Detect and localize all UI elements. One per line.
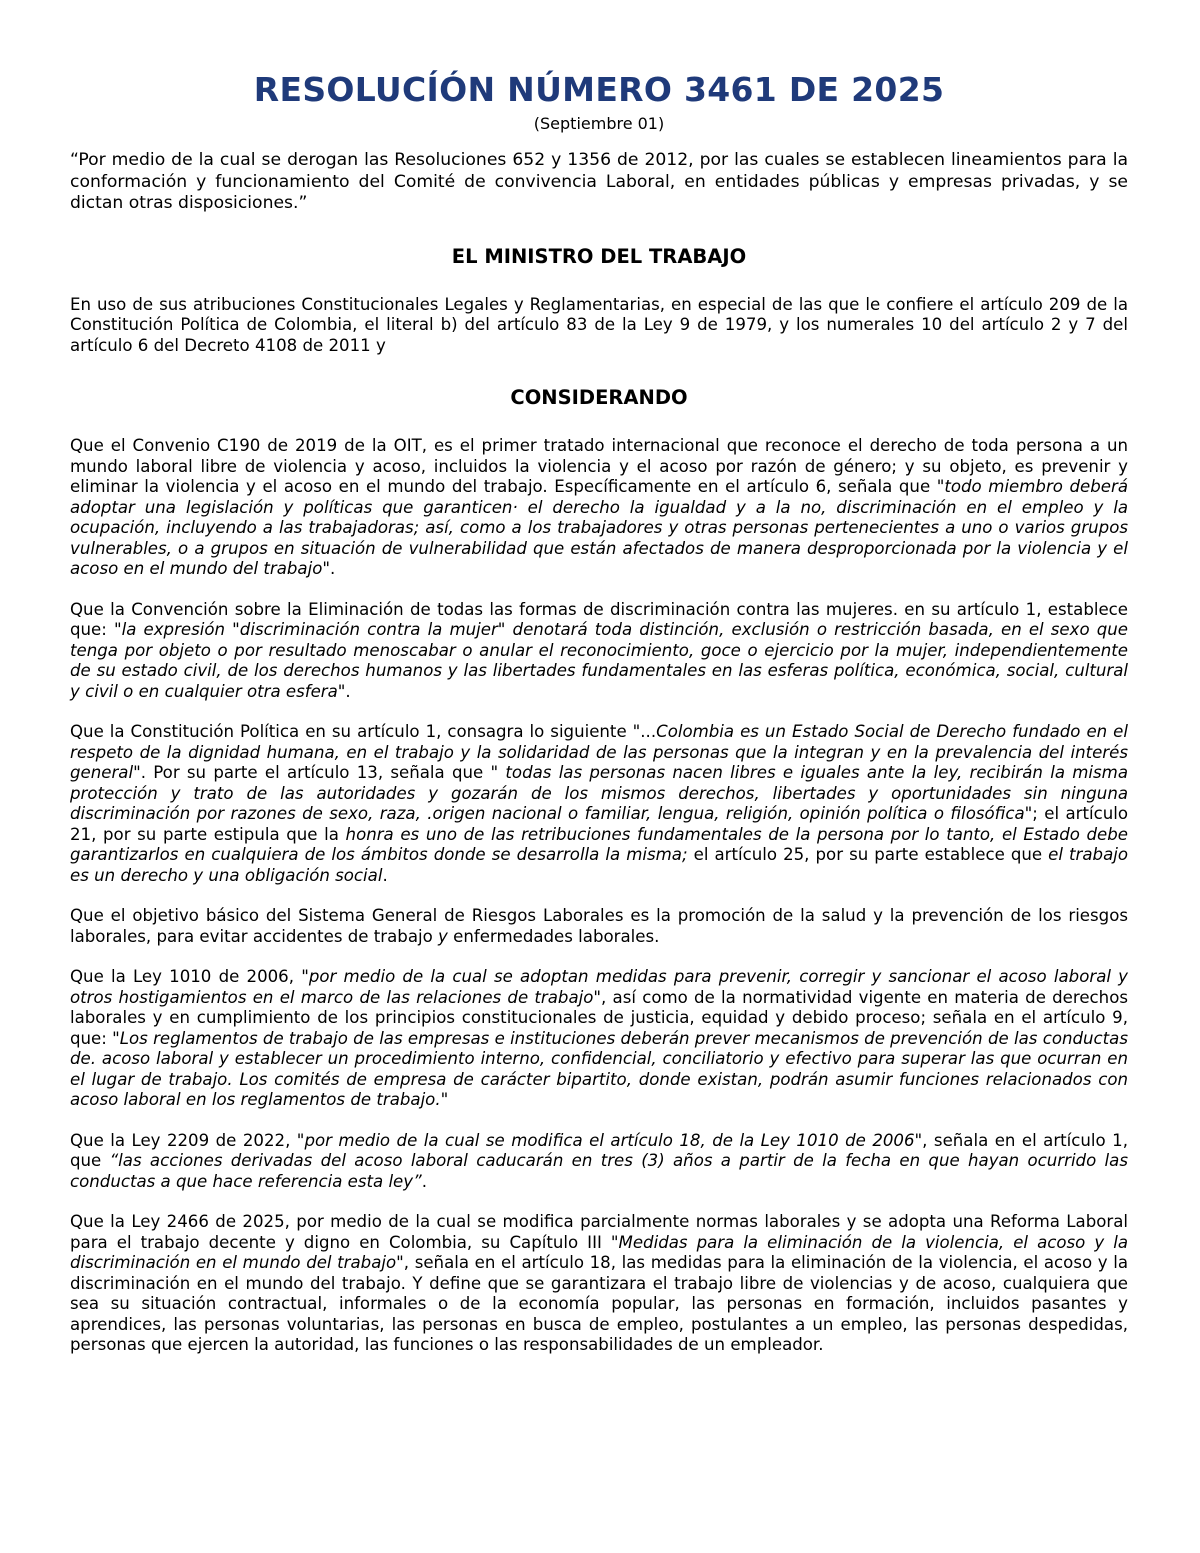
quoted-italic-text: por medio de la cual se modifica el artículo 18, de la Ley 1010 de 2006 (304, 1130, 915, 1150)
quoted-italic-text: Medidas para la eliminación de la violencia, el acoso y la discriminación en el mundo del trabajo (70, 1232, 1128, 1272)
paragraph-text-run: enfermedades laborales. (447, 926, 660, 946)
paragraph-text-run: ", señala en el artículo 18, las medidas para la eliminación de la violencia, el acoso y la discriminación en el mundo del trabajo. Y define que se garantizara el trabajo libre de violencias y de acoso, cualquiera que sea su situación contractual, informales o de la economía popular, las personas en formación, incluidos pasantes y aprendices, las personas voluntarias, las personas en busca de empleo, postulantes a un empleo, las personas despedidas, personas que ejercen la autoridad, las funciones o las responsabilidades de un empleador. (70, 1253, 1129, 1354)
resolution-epigraph: “Por medio de la cual se derogan las Resoluciones 652 y 1356 de 2012, por las cuales se establecen lineamientos para la conformación y funcionamiento del Comité de convivencia Laboral, en entidades públicas y empresas privadas, y se dictan otras disposiciones.” (70, 150, 1128, 213)
paragraph-text-run: . (421, 1171, 427, 1191)
paragraph-text-run: . (382, 865, 388, 885)
paragraph-text-run: ", señala en el artículo 1, que (70, 1130, 1128, 1170)
considerando-heading: CONSIDERANDO (510, 386, 688, 409)
considerando-paragraph-5 (70, 967, 1128, 1111)
paragraph-text-run: ". Por su parte el artículo 13, señala que " (133, 763, 506, 782)
quoted-italic-text: la expresión "discriminación contra la mujer" denotará toda distinción, exclusión o restricción basada, en el sexo que tenga por objeto o por resultado menoscabar o anular el reconocimiento, goce o ejercicio por la mujer, independientemente de su estado civil, de los derechos humanos y las libertades fundamentales en las esferas política, económica, social, cultural y civil o en cualquier otra esfera (70, 620, 1129, 701)
paragraph-text-run: ". (322, 559, 336, 578)
considerando-paragraph-2 (70, 600, 1128, 703)
quoted-italic-text: por medio de la cual se adoptan medidas para prevenir, corregir y sancionar el acoso laboral y otros hostigamientos en el marco de las relaciones de trabajo (70, 967, 1128, 1007)
quoted-italic-text: Los reglamentos de trabajo de las empresas e instituciones deberán prever mecanismos de prevención de las conductas de. acoso laboral y establecer un procedimiento interno, confidencial, conciliatorio y efectivo para superar las que ocurran en el lugar de trabajo. Los comités de empresa de carácter bipartito, donde existan, podrán asumir funciones relacionados con acoso laboral en los reglamentos de trabajo. (70, 1028, 1128, 1109)
quoted-italic-text: Colombia es un Estado Social de Derecho fundado en el respeto de la dignidad humana, en el trabajo y la solidaridad de las personas que la integran y en la prevalencia del interés general (70, 722, 1128, 782)
quoted-italic-text: y (438, 926, 448, 946)
paragraph-text-run: Que el objetivo básico del Sistema General de Riesgos Laborales es la promoción de la salud y la prevención de los riesgos laborales, para evitar accidentes de trabajo (70, 906, 1128, 946)
quoted-italic-text: el trabajo es un derecho y una obligación social (70, 845, 1129, 885)
paragraph-text-run: Que la Ley 2209 de 2022, " (70, 1130, 305, 1150)
paragraph-text-run: Que la Constitución Política en su artículo 1, consagra lo siguiente "... (70, 722, 657, 741)
considerando-paragraph-6 (70, 1131, 1128, 1193)
resolution-title: RESOLUCÍÓN NÚMERO 3461 DE 2025 (253, 70, 945, 109)
paragraph-text-run: Que la Ley 2466 de 2025, por medio de la cual se modifica parcialmente normas laborales y se adopta una Reforma Laboral para el trabajo decente y digno en Colombia, su Capítulo III " (70, 1212, 1128, 1252)
considerando-paragraph-4 (70, 906, 1128, 947)
preamble-paragraph: En uso de sus atribuciones Constitucionales Legales y Reglamentarias, en especial de las que le confiere el artículo 209 de la Constitución Política de Colombia, el literal b) del artículo 83 de la Ley 9 de 1979, y los numerales 10 del artículo 2 y 7 del artículo 6 del Decreto 4108 de 2011 y (70, 294, 1128, 355)
quoted-italic-text: “las acciones derivadas del acoso laboral caducarán en tres (3) años a partir de la fecha en que hayan ocurrido las conductas a que hace referencia esta ley” (70, 1151, 1128, 1191)
paragraph-text-run: "; el artículo 21, por su parte estipula que la (70, 804, 1129, 844)
paragraph-text-run: ", así como de la normatividad vigente en materia de derechos laborales y en cumplimiento de los principios constitucionales de justicia, equidad y debido proceso; señala en el artículo 9, que: " (70, 987, 1128, 1048)
authority-heading: EL MINISTRO DEL TRABAJO (451, 244, 747, 268)
paragraph-text-run: Que la Convención sobre la Eliminación de todas las formas de discriminación contra las mujeres. en su artículo 1, establece que: " (70, 599, 1128, 639)
quoted-italic-text: todas las personas nacen libres e iguales ante la ley, recibirán la misma protección y trato de las autoridades y gozarán de los mismos derechos, libertades y oportunidades sin ninguna discriminación por razones de sexo, raza, .origen nacional o familiar, lengua, religión, opinión política o filosófica (70, 763, 1129, 823)
paragraph-text-run: " (440, 1090, 449, 1109)
quoted-italic-text: todo miembro deberá adoptar una legislación y políticas que garanticen· el derecho la igualdad y a la no, discriminación en el empleo y la ocupación, incluyendo a las trabajadoras; así, como a los trabajadores y otras personas pertenecientes a uno o varios grupos vulnerables, o a grupos en situación de vulnerabilidad que están afectados de manera desproporcionada por la violencia y el acoso en el mundo del trabajo (70, 477, 1128, 578)
document-page (70, 70, 1128, 1356)
paragraph-text-run: Que el Convenio C190 de 2019 de la OIT, es el primer tratado internacional que reconoce el derecho de toda persona a un mundo laboral libre de violencia y acoso, incluidos la violencia y el acoso por razón de género; y su objeto, es prevenir y eliminar la violencia y el acoso en el mundo del trabajo. Específicamente en el artículo 6, señala que " (70, 436, 1128, 496)
considerando-paragraph-1 (70, 436, 1128, 580)
paragraph-text-run: el artículo 25, por su parte establece que (687, 845, 1049, 864)
resolution-date: (Septiembre 01) (533, 114, 665, 133)
paragraph-text-run: Que la Ley 1010 de 2006, " (70, 967, 309, 986)
considerando-paragraph-3 (70, 722, 1128, 886)
quoted-italic-text: honra es uno de las retribuciones fundamentales de la persona por lo tanto, el Estado debe garantizarlos en cualquiera de los ámbitos donde se desarrolla la misma; (70, 824, 1128, 864)
considerando-paragraph-7 (70, 1212, 1128, 1356)
paragraph-text-run: ". (337, 681, 351, 701)
